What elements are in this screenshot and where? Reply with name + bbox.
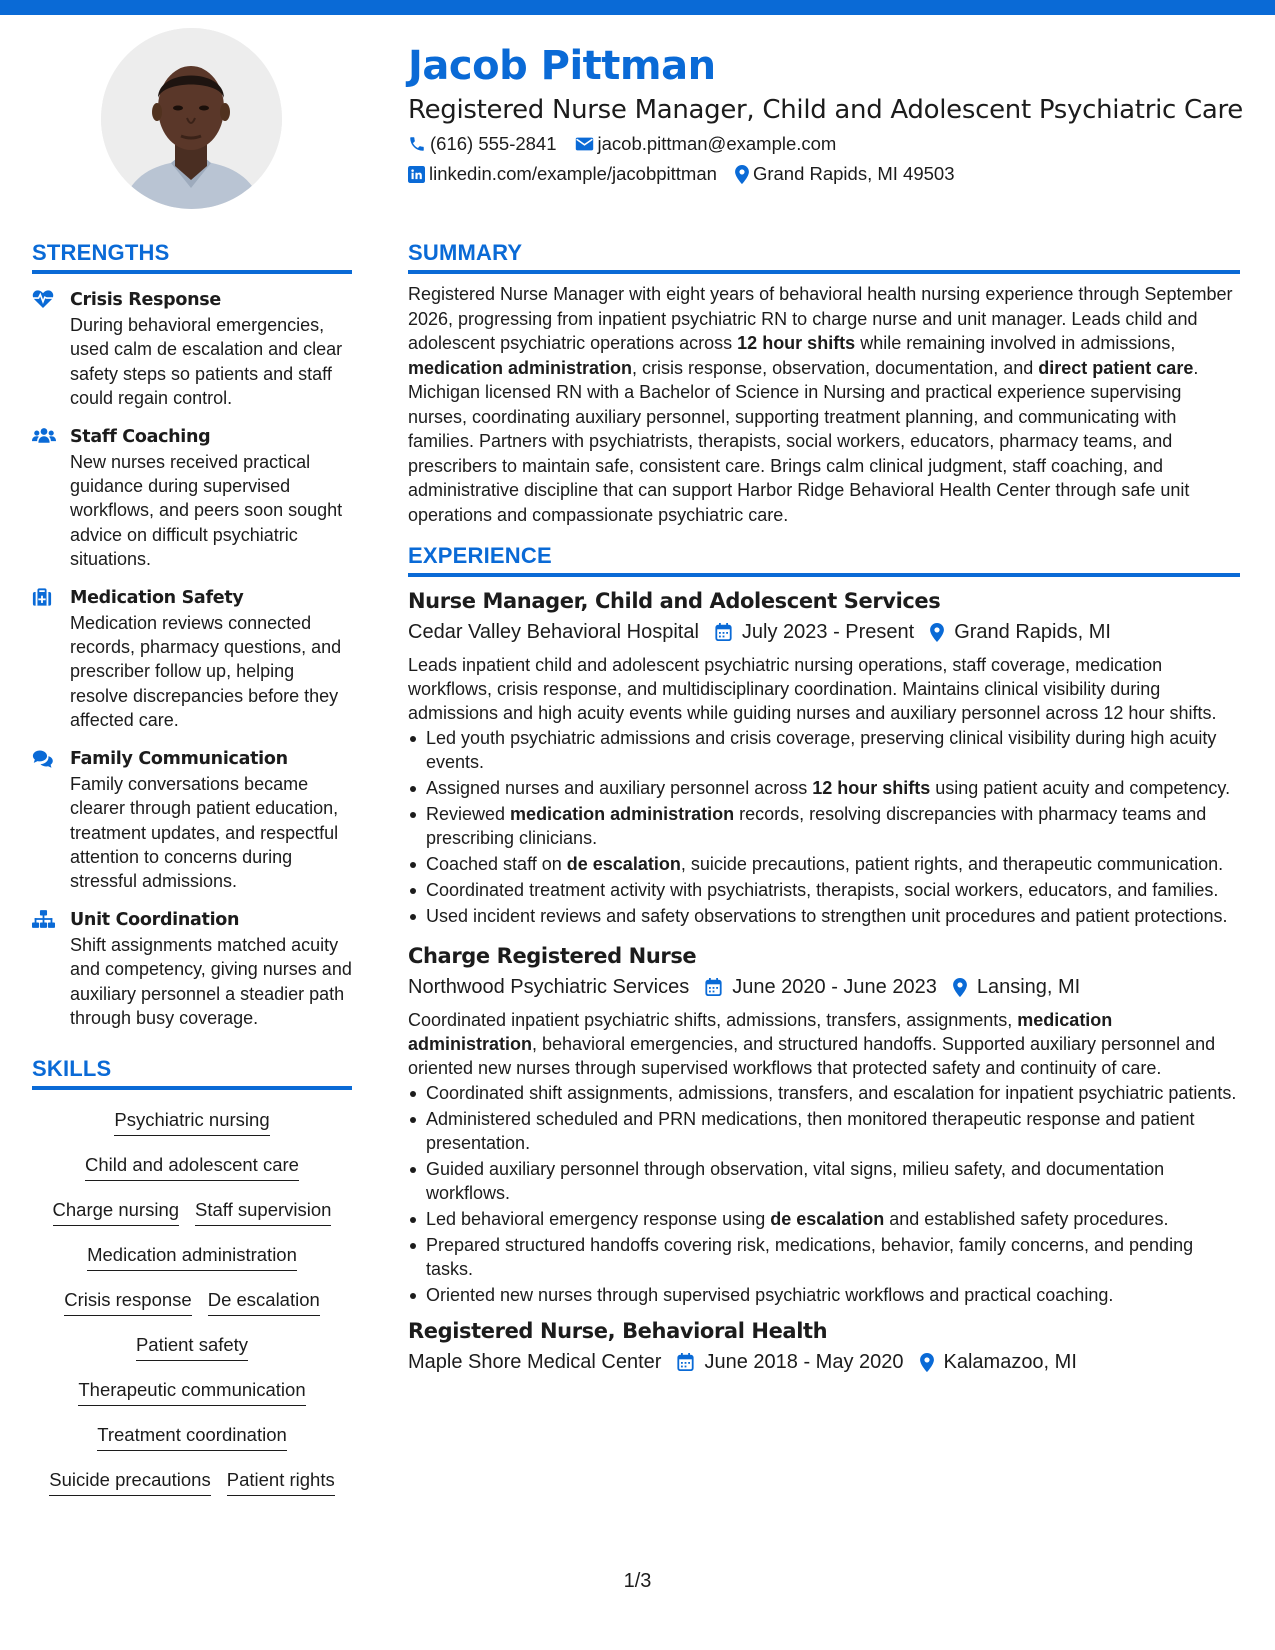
strength-item bbox=[32, 747, 352, 894]
strength-item bbox=[32, 586, 352, 733]
candidate-headline: Registered Nurse Manager, Child and Adolescent Psychiatric Care bbox=[408, 95, 1243, 125]
bullet-item: Used incident reviews and safety observations to strengthen unit procedures and patient protections. bbox=[408, 904, 1240, 928]
calendar-icon bbox=[715, 623, 732, 641]
skill-tag: Psychiatric nursing bbox=[114, 1107, 269, 1136]
strength-desc: Medication reviews connected records, pharmacy questions, and prescriber follow up, helping resolve discrepancies before they affected care. bbox=[70, 612, 342, 731]
location-contact bbox=[735, 163, 955, 185]
company-name: Northwood Psychiatric Services bbox=[408, 976, 690, 998]
map-marker-icon bbox=[930, 623, 944, 642]
strength-item bbox=[32, 288, 352, 411]
job-dates: June 2018 - May 2020 bbox=[677, 1348, 903, 1376]
job-description: Coordinated inpatient psychiatric shifts, admissions, transfers, assignments, medication administration, behavioral emergencies, and structured handoffs. Supported auxiliary personnel and oriented new nurses through supervised workflows that protected safety and continuity of care. bbox=[408, 1010, 1216, 1078]
phone-icon bbox=[408, 135, 426, 153]
skill-tag: Staff supervision bbox=[195, 1197, 331, 1226]
skill-tag: Patient safety bbox=[136, 1332, 248, 1361]
map-marker-icon bbox=[920, 1353, 934, 1372]
job-entry bbox=[408, 587, 1240, 928]
right-column bbox=[408, 240, 1240, 1376]
skills-list bbox=[32, 1100, 352, 1505]
location-text: Grand Rapids, MI 49503 bbox=[752, 163, 955, 184]
job-meta bbox=[408, 618, 1240, 646]
skill-tag: Therapeutic communication bbox=[78, 1377, 305, 1406]
strengths-heading: STRENGTHS bbox=[32, 240, 352, 274]
contact-row-1 bbox=[408, 133, 854, 155]
candidate-name: Jacob Pittman bbox=[408, 43, 716, 89]
bullet-item: Assigned nurses and auxiliary personnel across 12 hour shifts using patient acuity and competency. bbox=[408, 776, 1240, 800]
strength-desc: Family conversations became clearer through patient education, treatment updates, and respectful attention to concerns during stressful admissions. bbox=[70, 773, 339, 892]
skill-tag: Treatment coordination bbox=[97, 1422, 287, 1451]
strength-desc: Shift assignments matched acuity and competency, giving nurses and auxiliary personnel a steadier path through busy coverage. bbox=[70, 934, 352, 1028]
company-name: Cedar Valley Behavioral Hospital bbox=[408, 621, 699, 643]
strength-desc: New nurses received practical guidance during supervised workflows, and peers soon sought advice on difficult psychiatric situations. bbox=[70, 451, 343, 570]
skills-heading: SKILLS bbox=[32, 1056, 352, 1090]
profile-photo bbox=[101, 28, 282, 209]
strength-title: Crisis Response bbox=[70, 290, 221, 310]
job-description: Leads inpatient child and adolescent psychiatric nursing operations, staff coverage, medication workflows, crisis response, and multidisciplinary coordination. Maintains clinical visibility during admissions and high acuity events while guiding nurses and auxiliary personnel across 12 hour shifts. bbox=[408, 655, 1217, 723]
calendar-icon bbox=[677, 1353, 694, 1371]
bullet-item: Led behavioral emergency response using de escalation and established safety procedures. bbox=[408, 1207, 1240, 1231]
job-meta bbox=[408, 973, 1240, 1001]
linkedin-icon bbox=[408, 166, 425, 183]
skill-tag: Patient rights bbox=[227, 1467, 335, 1496]
experience-heading: EXPERIENCE bbox=[408, 543, 1240, 577]
job-location: Lansing, MI bbox=[953, 973, 1080, 1001]
bullet-item: Reviewed medication administration records, resolving discrepancies with pharmacy teams and prescribing clinicians. bbox=[408, 802, 1240, 850]
strength-item bbox=[32, 425, 352, 572]
job-dates: July 2023 - Present bbox=[715, 618, 914, 646]
job-title: Nurse Manager, Child and Adolescent Services bbox=[408, 589, 941, 613]
strength-title: Unit Coordination bbox=[70, 909, 240, 930]
job-bullets bbox=[408, 726, 1240, 928]
skill-tag: Medication administration bbox=[87, 1242, 297, 1271]
company-name: Maple Shore Medical Center bbox=[408, 1351, 662, 1373]
strength-title: Staff Coaching bbox=[70, 426, 211, 447]
top-accent-bar bbox=[0, 0, 1275, 15]
medkit-icon bbox=[32, 588, 52, 607]
contact-row-2 bbox=[408, 163, 973, 185]
comments-icon bbox=[32, 749, 55, 768]
bullet-item: Guided auxiliary personnel through observation, vital signs, milieu safety, and documentation workflows. bbox=[408, 1157, 1240, 1205]
job-entry bbox=[408, 1317, 1240, 1376]
bullet-item: Administered scheduled and PRN medications, then monitored therapeutic response and patient presentation. bbox=[408, 1107, 1240, 1155]
skill-tag: Crisis response bbox=[64, 1287, 192, 1316]
job-meta bbox=[408, 1348, 1240, 1376]
calendar-icon bbox=[705, 978, 722, 996]
strength-item bbox=[32, 908, 352, 1031]
strength-title: Family Communication bbox=[70, 748, 288, 769]
phone-contact[interactable] bbox=[408, 133, 557, 155]
job-location: Grand Rapids, MI bbox=[930, 618, 1111, 646]
bullet-item: Coordinated shift assignments, admissions, transfers, and escalation for inpatient psychiatric patients. bbox=[408, 1081, 1240, 1105]
job-title: Registered Nurse, Behavioral Health bbox=[408, 1319, 828, 1343]
email-contact[interactable] bbox=[575, 133, 837, 155]
summary-text: Registered Nurse Manager with eight years of behavioral health nursing experience through September 2026, progressing from inpatient psychiatric RN to charge nurse and unit manager. Leads child and adolescent psychiatric operations across 12 hour shifts while remaining involved in admissions, medication administration, crisis response, observation, documentation, and direct patient care. Michigan licensed RN with a Bachelor of Science in Nursing and practical experience supervising nurses, coordinating auxiliary personnel, supporting treatment planning, and communicating with families. Partners with psychiatrists, therapists, social workers, educators, pharmacy teams, and prescribers to maintain safe, consistent care. Brings calm clinical judgment, staff coaching, and administrative discipline that can support Harbor Ridge Behavioral Health Center through safe unit operations and compassionate psychiatric care. bbox=[408, 284, 1233, 525]
map-marker-icon bbox=[953, 978, 967, 997]
bullet-item: Led youth psychiatric admissions and crisis coverage, preserving clinical visibility during high acuity events. bbox=[408, 726, 1240, 774]
map-marker-icon bbox=[735, 165, 749, 184]
sitemap-icon bbox=[32, 910, 55, 928]
job-entry bbox=[408, 942, 1240, 1307]
strength-desc: During behavioral emergencies, used calm de escalation and clear safety steps so patients and staff could regain control. bbox=[70, 315, 343, 409]
envelope-icon bbox=[575, 136, 594, 152]
job-title: Charge Registered Nurse bbox=[408, 944, 697, 968]
skill-tag: De escalation bbox=[208, 1287, 320, 1316]
bullet-item: Coordinated treatment activity with psychiatrists, therapists, social workers, educators, and families. bbox=[408, 878, 1240, 902]
left-column bbox=[32, 240, 352, 1505]
skill-tag: Charge nursing bbox=[53, 1197, 180, 1226]
users-icon bbox=[32, 427, 56, 444]
job-bullets bbox=[408, 1081, 1240, 1307]
phone-text: (616) 555-2841 bbox=[430, 133, 557, 154]
bullet-item: Coached staff on de escalation, suicide precautions, patient rights, and therapeutic communication. bbox=[408, 852, 1240, 876]
linkedin-text: linkedin.com/example/jacobpittman bbox=[429, 163, 717, 184]
email-text: jacob.pittman@example.com bbox=[597, 133, 837, 154]
job-dates: June 2020 - June 2023 bbox=[705, 973, 937, 1001]
job-location: Kalamazoo, MI bbox=[920, 1348, 1077, 1376]
skill-tag: Child and adolescent care bbox=[85, 1152, 299, 1181]
linkedin-contact[interactable] bbox=[408, 163, 717, 185]
summary-heading: SUMMARY bbox=[408, 240, 1240, 274]
page-number: 1/3 bbox=[623, 1570, 652, 1592]
heartbeat-icon bbox=[32, 290, 54, 308]
bullet-item: Oriented new nurses through supervised psychiatric workflows and practical coaching. bbox=[408, 1283, 1240, 1307]
skill-tag: Suicide precautions bbox=[49, 1467, 210, 1496]
strength-title: Medication Safety bbox=[70, 587, 244, 608]
bullet-item: Prepared structured handoffs covering risk, medications, behavior, family concerns, and pending tasks. bbox=[408, 1233, 1240, 1281]
